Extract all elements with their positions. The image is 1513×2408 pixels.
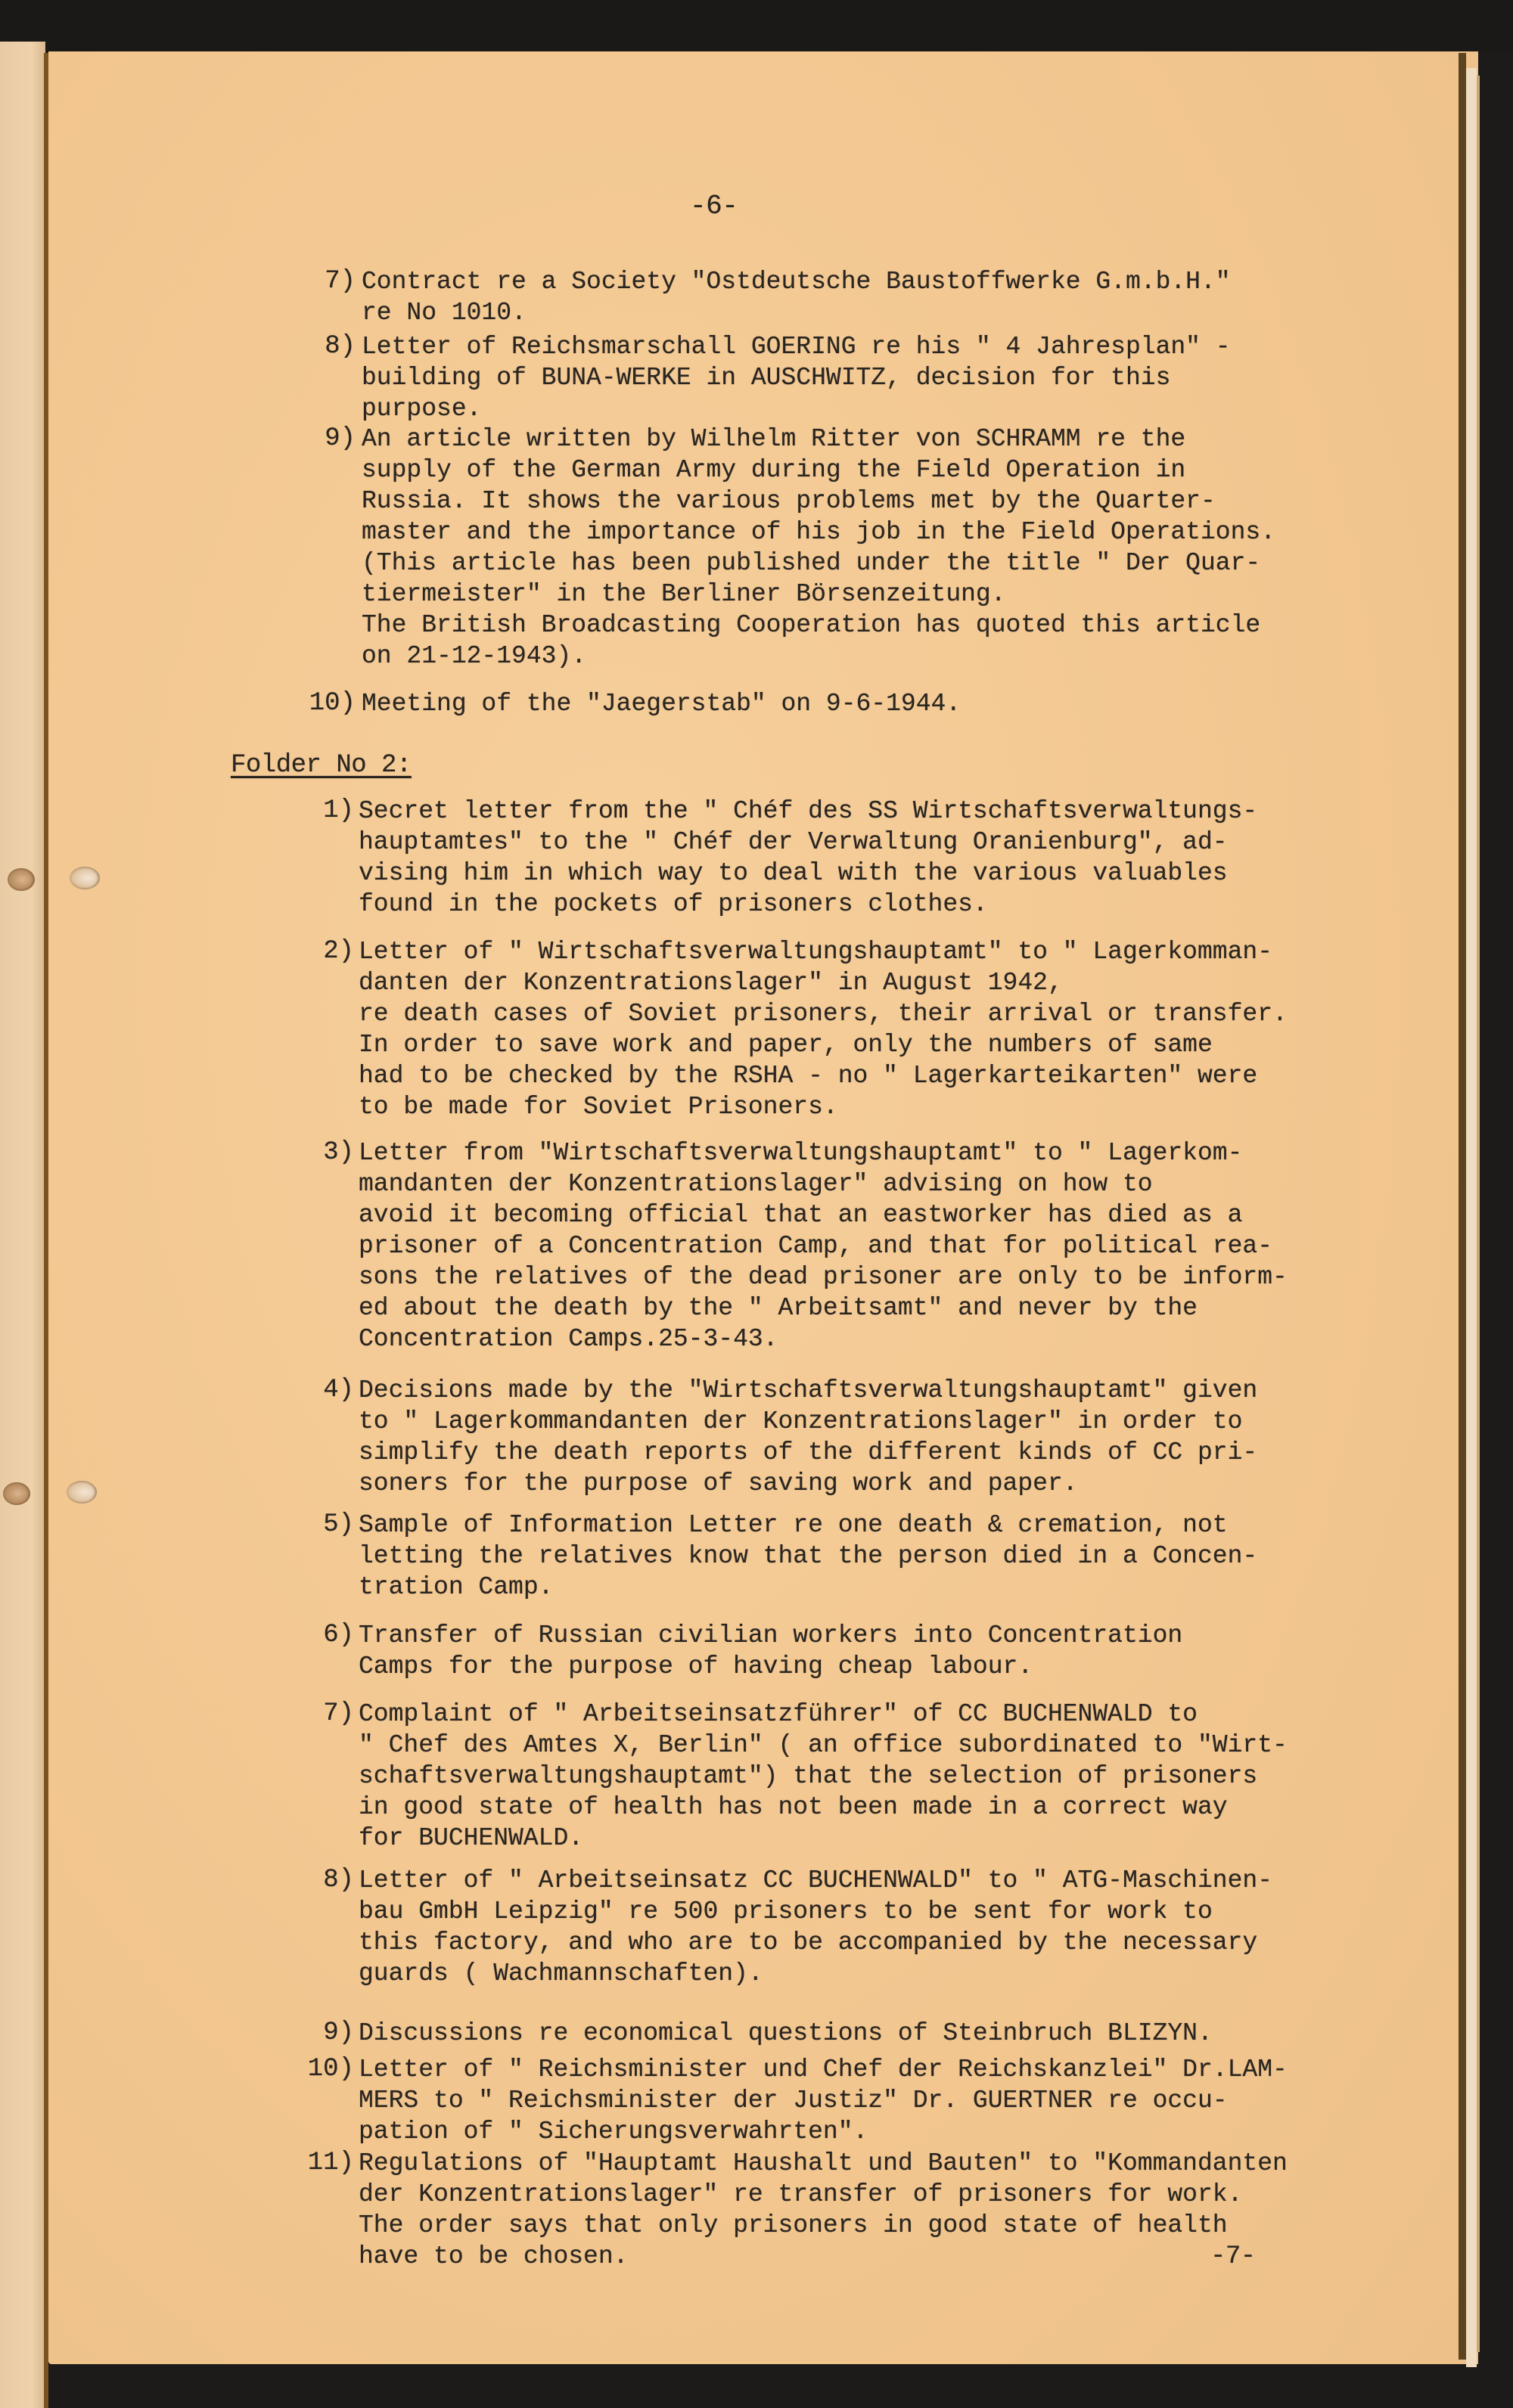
item-text [359, 1699, 1342, 1854]
item-text-line: Meeting of the "Jaegerstab" on 9-6-1944. [362, 690, 962, 718]
item-text-line: Contract re a Society "Ostdeutsche Baustoffwerke G.m.b.H." [362, 268, 1231, 296]
item-text [359, 1865, 1342, 1989]
item-text-line: (This article has been published under the title " Der Quar- [362, 549, 1261, 577]
item-number: 8) [325, 332, 356, 361]
item-text-line: Letter of " Wirtschaftsverwaltungshauptamt" to " Lagerkomman- [359, 938, 1272, 966]
item-text-line: re No 1010. [362, 299, 527, 327]
item-text-line: tiermeister" in the Berliner Börsenzeitung. [362, 580, 1006, 608]
item-text-line: had to be checked by the RSHA - no " Lagerkarteikarten" were [359, 1062, 1258, 1090]
item-number: 10) [307, 2055, 354, 2084]
item-text-line: Letter of " Reichsminister und Chef der Reichskanzlei" Dr.LAM- [359, 2056, 1288, 2084]
item-text-line: Regulations of "Hauptamt Haushalt und Bauten" to "Kommandanten [359, 2149, 1288, 2177]
item-text [362, 688, 1345, 719]
item-text-line: master and the importance of his job in the Field Operations. [362, 518, 1275, 546]
item-number: 9) [325, 424, 356, 453]
item-text-line: Decisions made by the "Wirtschaftsverwaltungshauptamt" given [359, 1376, 1258, 1404]
item-text [359, 936, 1342, 1122]
punch-hole [3, 1482, 30, 1505]
item-text-line: Letter of Reichsmarschall GOERING re his " 4 Jahresplan" - [362, 333, 1231, 361]
punch-hole [67, 1481, 97, 1503]
scan-background [0, 0, 1513, 53]
item-text-line: letting the relatives know that the person died in a Concen- [359, 1542, 1258, 1570]
item-text-line: this factory, and who are to be accompanied by the necessary [359, 1929, 1258, 1956]
item-number: 2) [323, 937, 354, 966]
item-number: 1) [323, 796, 354, 825]
page-number: -6- [690, 191, 738, 222]
item-text [362, 424, 1345, 672]
item-text [359, 1137, 1342, 1354]
item-text-line: found in the pockets of prisoners clothes. [359, 890, 988, 918]
item-text-line: building of BUNA-WERKE in AUSCHWITZ, decision for this [362, 364, 1171, 392]
item-text [359, 1375, 1342, 1499]
next-page-marker: -7- [1210, 2242, 1256, 2271]
item-text-line: purpose. [362, 395, 482, 423]
item-text-line: ed about the death by the " Arbeitsamt" and never by the [359, 1294, 1198, 1322]
item-number: 5) [323, 1510, 354, 1539]
item-text-line: simplify the death reports of the different kinds of CC pri- [359, 1438, 1258, 1466]
item-text [359, 1510, 1342, 1603]
punch-hole [8, 868, 35, 891]
item-number: 9) [323, 2019, 354, 2047]
item-text-line: der Konzentrationslager" re transfer of prisoners for work. [359, 2180, 1243, 2208]
item-text-line: to be made for Soviet Prisoners. [359, 1093, 838, 1121]
item-text-line: tration Camp. [359, 1573, 554, 1601]
facing-page-edge [0, 42, 45, 2408]
item-number: 10) [309, 689, 356, 718]
item-text-line: Concentration Camps.25-3-43. [359, 1325, 778, 1353]
item-text-line: hauptamtes" to the " Chéf der Verwaltung Oranienburg", ad- [359, 828, 1228, 856]
item-number: 7) [325, 267, 356, 296]
item-number: 3) [323, 1138, 354, 1167]
item-text-line: The British Broadcasting Cooperation has quoted this article [362, 611, 1261, 639]
item-text-line: Letter from "Wirtschaftsverwaltungshauptamt" to " Lagerkom- [359, 1139, 1243, 1167]
item-text-line: danten der Konzentrationslager" in August 1942, [359, 969, 1063, 997]
punch-hole [70, 867, 100, 889]
page-stack-edge [1477, 76, 1480, 2352]
item-text [359, 2148, 1342, 2272]
item-text-line: on 21-12-1943). [362, 642, 587, 670]
item-text-line: " Chef des Amtes X, Berlin" ( an office subordinated to "Wirt- [359, 1731, 1288, 1759]
item-number: 8) [323, 1866, 354, 1894]
item-text-line: prisoner of a Concentration Camp, and that for political rea- [359, 1232, 1272, 1260]
item-number: 6) [323, 1621, 354, 1649]
item-number: 7) [323, 1699, 354, 1728]
item-number: 4) [323, 1376, 354, 1404]
item-text-line: schaftsverwaltungshauptamt") that the selection of prisoners [359, 1762, 1258, 1790]
item-text [359, 2018, 1342, 2049]
item-text-line: In order to save work and paper, only the numbers of same [359, 1031, 1213, 1059]
folder-heading: Folder No 2: [231, 751, 412, 780]
item-text [359, 2054, 1342, 2147]
item-text-line: pation of " Sicherungsverwahrten". [359, 2118, 868, 2146]
page-stack-edge [1466, 68, 1477, 2367]
item-text [359, 796, 1342, 920]
item-text-line: mandanten der Konzentrationslager" advising on how to [359, 1170, 1153, 1198]
item-number: 11) [307, 2149, 354, 2177]
item-text-line: guards ( Wachmannschaften). [359, 1960, 763, 1988]
item-text [359, 1620, 1342, 1682]
item-text-line: Russia. It shows the various problems met by the Quarter- [362, 487, 1216, 515]
item-text-line: sons the relatives of the dead prisoner are only to be inform- [359, 1263, 1288, 1291]
item-text-line: Transfer of Russian civilian workers into Concentration [359, 1621, 1183, 1649]
item-text-line: soners for the purpose of saving work and paper. [359, 1469, 1078, 1497]
item-text-line: bau GmbH Leipzig" re 500 prisoners to be sent for work to [359, 1898, 1213, 1925]
item-text-line: MERS to " Reichsminister der Justiz" Dr. GUERTNER re occu- [359, 2087, 1228, 2115]
item-text [362, 331, 1345, 424]
item-text-line: Secret letter from the " Chéf des SS Wirtschaftsverwaltungs- [359, 797, 1258, 825]
item-text-line: Sample of Information Letter re one death & cremation, not [359, 1511, 1228, 1539]
binding-gutter [44, 53, 48, 2408]
item-text-line: Discussions re economical questions of Steinbruch BLIZYN. [359, 2019, 1213, 2047]
item-text-line: in good state of health has not been made in a correct way [359, 1793, 1228, 1821]
item-text-line: supply of the German Army during the Field Operation in [362, 456, 1186, 484]
item-text-line: Camps for the purpose of having cheap labour. [359, 1652, 1033, 1680]
item-text [362, 266, 1345, 328]
item-text-line: to " Lagerkommandanten der Konzentrationslager" in order to [359, 1407, 1243, 1435]
item-text-line: Letter of " Arbeitseinsatz CC BUCHENWALD" to " ATG-Maschinen- [359, 1867, 1272, 1894]
item-text-line: have to be chosen. [359, 2242, 629, 2270]
item-text-line: avoid it becoming official that an eastworker has died as a [359, 1201, 1243, 1229]
page-stack-edge [1459, 53, 1466, 2360]
item-text-line: The order says that only prisoners in good state of health [359, 2211, 1228, 2239]
item-text-line: re death cases of Soviet prisoners, their arrival or transfer. [359, 1000, 1288, 1028]
item-text-line: vising him in which way to deal with the various valuables [359, 859, 1228, 887]
item-text-line: Complaint of " Arbeitseinsatzführer" of CC BUCHENWALD to [359, 1700, 1198, 1728]
item-text-line: An article written by Wilhelm Ritter von SCHRAMM re the [362, 425, 1186, 453]
item-text-line: for BUCHENWALD. [359, 1824, 584, 1852]
